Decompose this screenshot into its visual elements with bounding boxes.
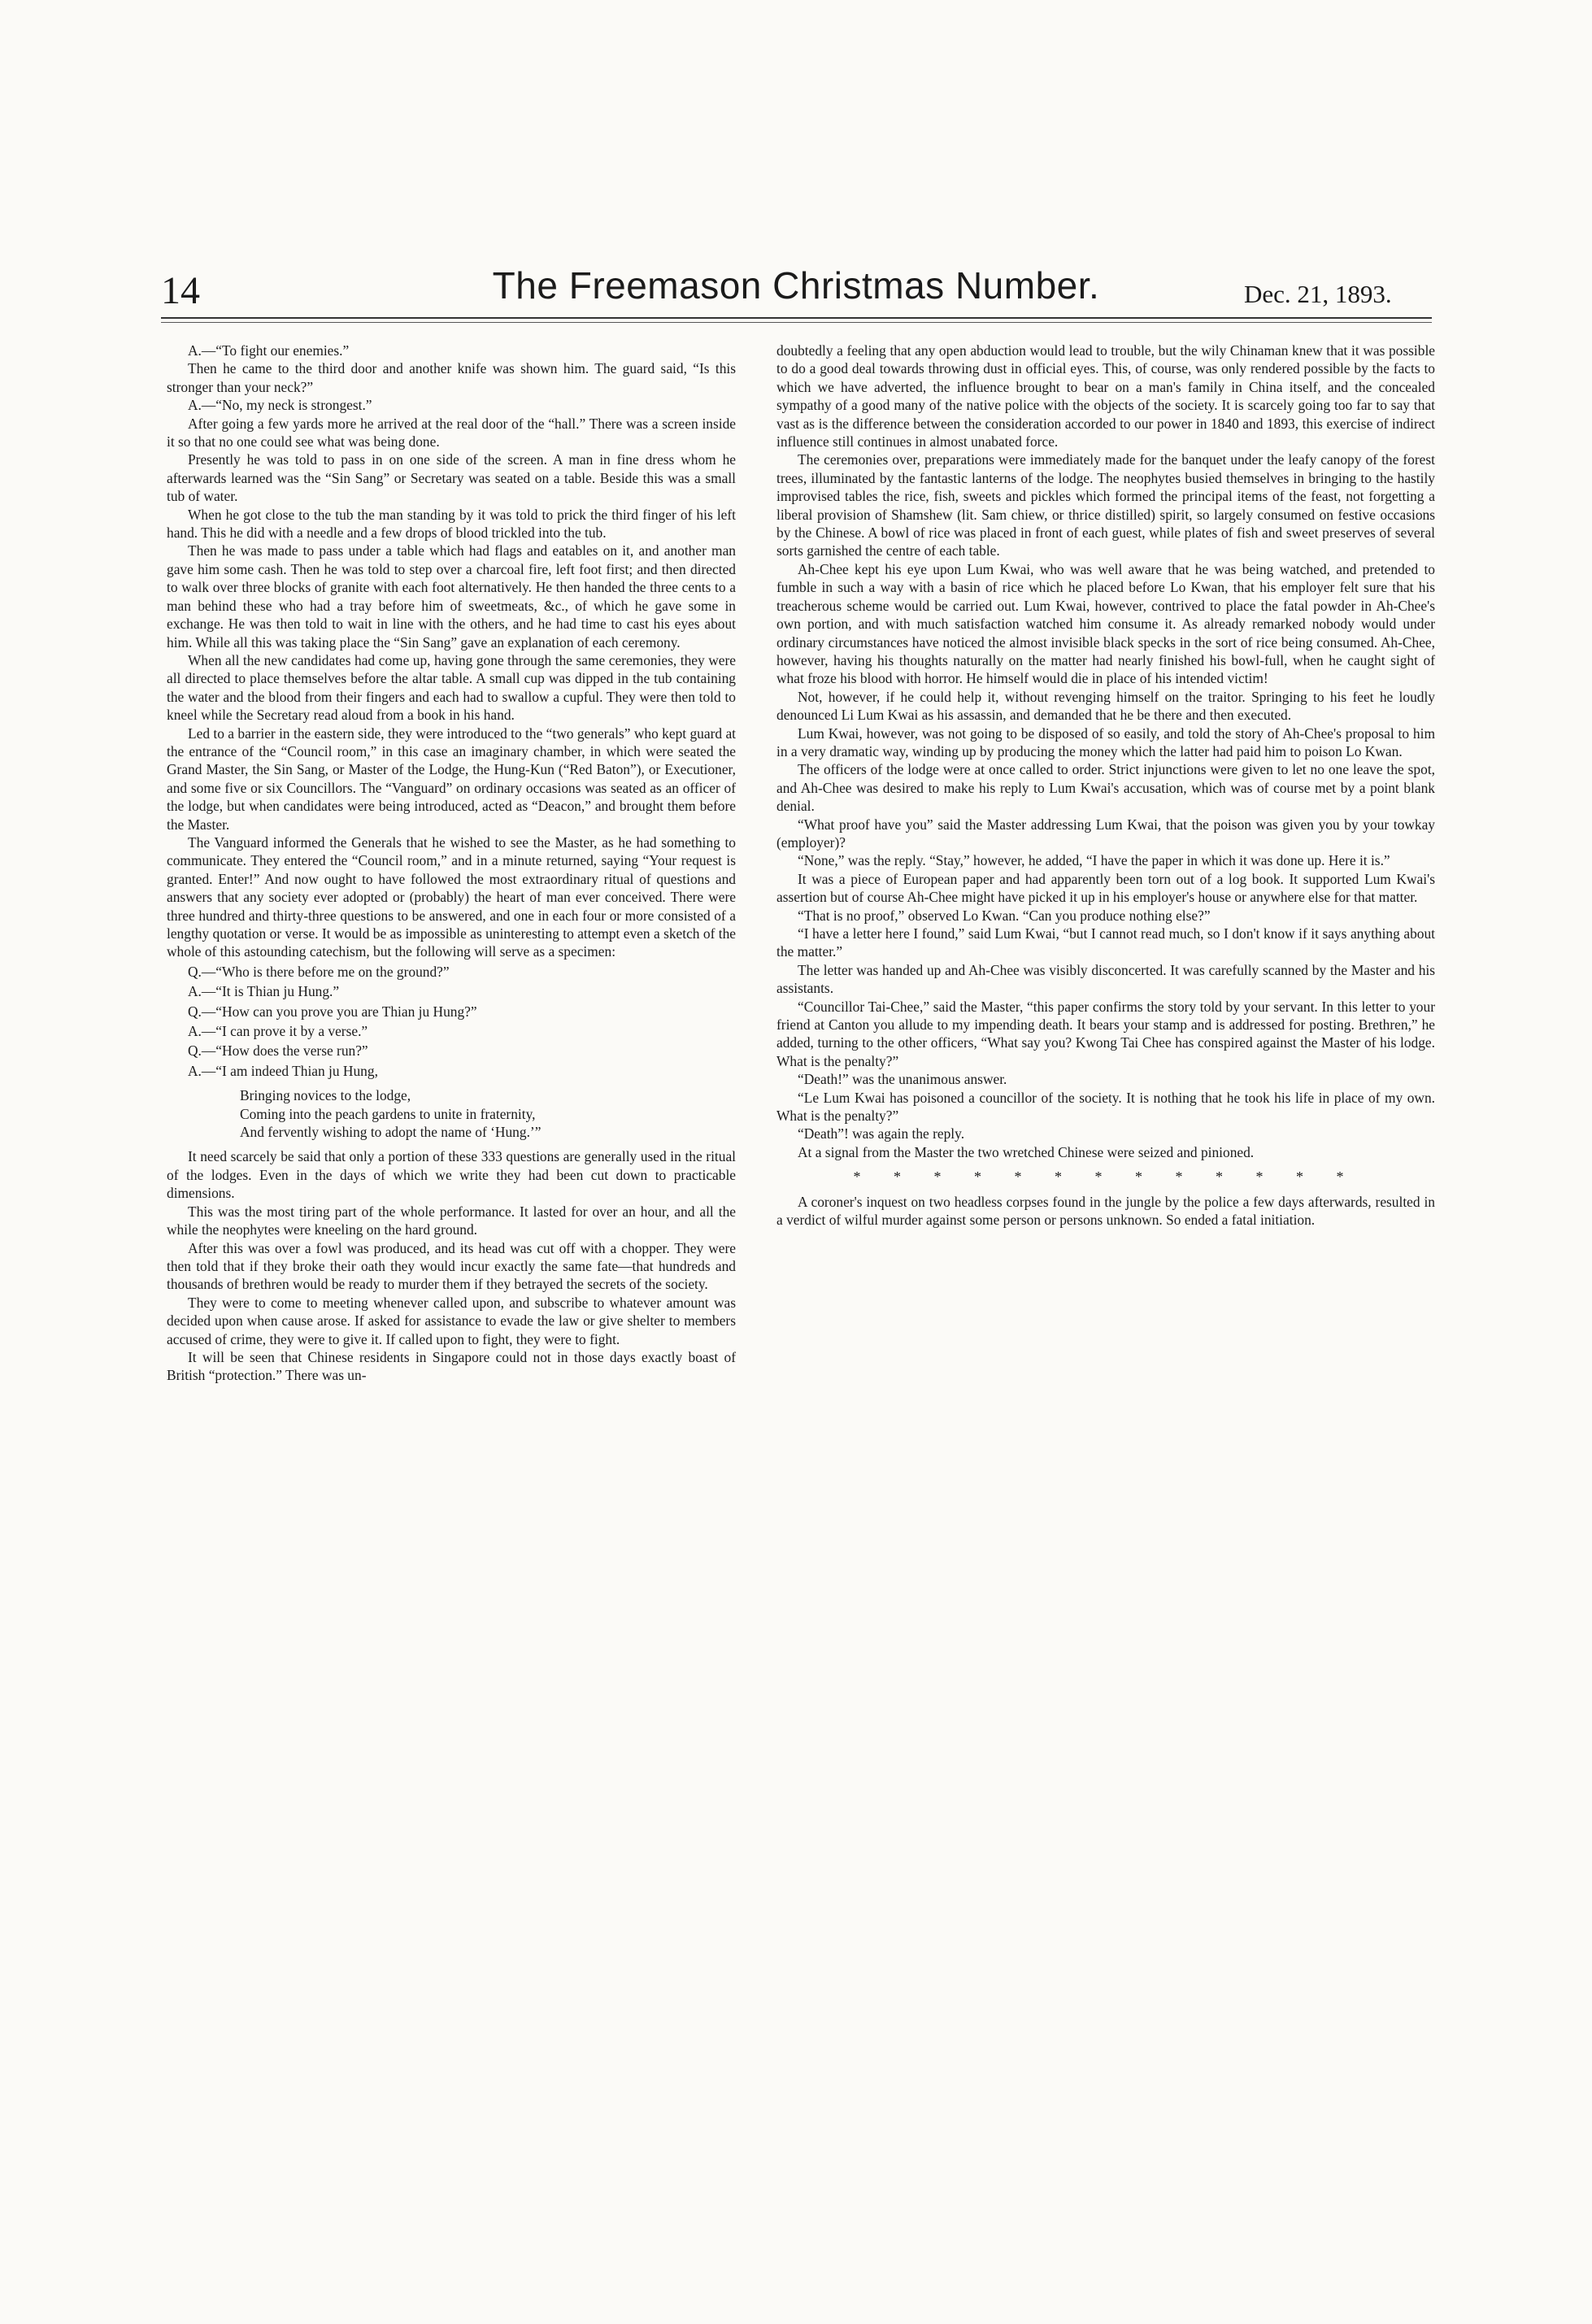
left-column — [167, 342, 736, 1385]
paragraph: Presently he was told to pass in on one side of the screen. A man in fine dress whom he afterwards learned was the “Sin Sang” or Secretary was seated on a table. Beside this was a small tub of water. — [167, 451, 736, 505]
paragraph: After this was over a fowl was produced, and its head was cut off with a chopper. They were then told that if they broke their oath they would incur exactly the same fate—that hundreds and thousands of brethren would be ready to murder them if they betrayed the secrets of the society. — [167, 1239, 736, 1293]
header-rule — [161, 317, 1432, 319]
paragraph: Then he came to the third door and another knife was shown him. The guard said, “Is this stronger than your neck?” — [167, 360, 736, 395]
paragraph: “None,” was the reply. “Stay,” however, he added, “I have the paper in which it was done up. Here it is.” — [798, 852, 1390, 869]
section-separator: * * * * * * * * * * * * * — [853, 1169, 1359, 1186]
paragraph: It will be seen that Chinese residents in Singapore could not in those days exactly boast of British “protection.” There was un- — [167, 1348, 736, 1384]
paragraph: A.—“To fight our enemies.” — [188, 342, 350, 359]
verse-line: Coming into the peach gardens to unite in fraternity, — [240, 1105, 536, 1122]
paragraph: A coroner's inquest on two headless corpses found in the jungle by the police a few days afterwards, resulted in a verdict of wilful murder against some person or persons unknown. So ended a fatal initiation. — [776, 1193, 1435, 1229]
paragraph: “Councillor Tai-Chee,” said the Master, “this paper confirms the story told by your servant. In this letter to your friend at Canton you allude to my impending death. It bears your stamp and is addressed for posting. Brethren,” he added, turning to the other officers, “What say you? Kwong Tai Chee has conspired against the Master of his lodge. What is the penalty?” — [776, 998, 1435, 1069]
paragraph: After going a few yards more he arrived at the real door of the “hall.” There was a screen inside it so that no one could see what was being done. — [167, 415, 736, 450]
page-title: The Freemason Christmas Number. — [492, 264, 1100, 307]
paragraph: “Death”! was again the reply. — [798, 1125, 965, 1142]
paragraph: They were to come to meeting whenever called upon, and subscribe to whatever amount was decided upon when cause arose. If asked for assistance to evade the law or give shelter to members accused of crime, they were to give it. If called upon to fight, they were to fight. — [167, 1294, 736, 1347]
catechism-line: A.—“I am indeed Thian ju Hung, — [188, 1062, 378, 1079]
paragraph: When he got close to the tub the man standing by it was told to prick the third finger of his left hand. This he did with a needle and a few drops of blood trickled into the tub. — [167, 506, 736, 542]
paragraph: Not, however, if he could help it, without revenging himself on the traitor. Springing to his feet he loudly denounced Li Lum Kwai as his assassin, and demanded that he be there and then executed. — [776, 688, 1435, 724]
paragraph: “Le Lum Kwai has poisoned a councillor of the society. It is nothing that he took his life in place of my own. What is the penalty?” — [776, 1089, 1435, 1125]
catechism-line: A.—“I can prove it by a verse.” — [188, 1023, 368, 1040]
issue-date: Dec. 21, 1893. — [1244, 280, 1392, 308]
catechism-line: Q.—“How does the verse run?” — [188, 1042, 368, 1060]
paragraph: Then he was made to pass under a table which had flags and eatables on it, and another man gave him some cash. Then he was told to step over a charcoal fire, left foot first; and then directed to walk over three blocks of granite with each foot alternatively. He then handed the three cents to a man behind these who had a tray before him of sweetmeats, &c., of which he gave some in exchange. He was then told to wait in line with the others, and he had time to cast his eyes about him. While all this was taking place the “Sin Sang” gave an explanation of each ceremony. — [167, 542, 736, 651]
paragraph: The officers of the lodge were at once called to order. Strict injunctions were given to let no one leave the spot, and Ah-Chee was desired to make his reply to Lum Kwai's accusation, which was of course met by a point blank denial. — [776, 761, 1435, 815]
catechism-line: Q.—“How can you prove you are Thian ju Hung?” — [188, 1003, 477, 1020]
paragraph: “Death!” was the unanimous answer. — [798, 1071, 1007, 1088]
paragraph: “That is no proof,” observed Lo Kwan. “Can you produce nothing else?” — [798, 907, 1211, 924]
paragraph: When all the new candidates had come up, having gone through the same ceremonies, they were all directed to place themselves before the altar table. A small cup was dipped in the tub containing the water and the blood from their fingers and each had to swallow a cupful. They were then told to kneel while the Secretary read aloud from a book in his hand. — [167, 651, 736, 724]
paragraph: The ceremonies over, preparations were immediately made for the banquet under the leafy canopy of the forest trees, illuminated by the fantastic lanterns of the lodge. The neophytes busied themselves in bringing to the hastily improvised tables the rice, fish, sweets and pickles which formed the principal items of the feast, not forgetting a liberal provision of Shamshew (lit. Sam chiew, or thrice distilled) spirit, so largely consumed on festive occasions by the Chinese. A bowl of rice was placed in front of each guest, while plates of fish and sweet preserves of several sorts garnished the centre of each table. — [776, 451, 1435, 559]
paragraph: “I have a letter here I found,” said Lum Kwai, “but I cannot read much, so I don't know if it says anything about the matter.” — [776, 925, 1435, 960]
paragraph: The Vanguard informed the Generals that he wished to see the Master, as he had something to communicate. They entered the “Council room,” and in a minute returned, saying “Your request is granted. Enter!” And now ought to have followed the most extraordinary ritual of questions and answers that any society ever adopted or (probably) the heart of man ever conceived. There were three hundred and thirty-three questions to be answered, and one in each four or more consisted of a lengthy quotation or verse. It would be as impossible as uninteresting to attempt even a sketch of the whole of this astounding catechism, but the following will serve as a specimen: — [167, 833, 736, 960]
verse-line: And fervently wishing to adopt the name of ‘Hung.’” — [240, 1124, 542, 1141]
verse-line: Bringing novices to the lodge, — [240, 1087, 411, 1104]
right-column — [776, 342, 1435, 1229]
paragraph: Led to a barrier in the eastern side, they were introduced to the “two generals” who kept guard at the entrance of the “Council room,” in this case an imaginary chamber, in which were seated the Grand Master, the Sin Sang, or Master of the Lodge, the Hung-Kun (“Red Baton”), or Executioner, and some five or six Councillors. The “Vanguard” on ordinary occasions was seated as an officer of the lodge, but when candidates were being introduced, acted as “Deacon,” and brought them before the Master. — [167, 725, 736, 833]
catechism-line: Q.—“Who is there before me on the ground?” — [188, 963, 450, 980]
paragraph: A.—“No, my neck is strongest.” — [188, 397, 372, 414]
paragraph: It was a piece of European paper and had apparently been torn out of a log book. It supported Lum Kwai's assertion but of course Ah-Chee might have picked it up in his employer's house or anywhere else for that matter. — [776, 870, 1435, 906]
paragraph: It need scarcely be said that only a portion of these 333 questions are generally used in the ritual of the lodges. Even in the days of which we write they had been cut down to practicable dimensions. — [167, 1148, 736, 1202]
header-rule-thin — [161, 322, 1432, 323]
page-number: 14 — [161, 269, 200, 312]
paragraph: Lum Kwai, however, was not going to be disposed of so easily, and told the story of Ah-Chee's proposal to him in a very dramatic way, winding up by producing the money which the latter had paid him to poison Lo Kwan. — [776, 725, 1435, 759]
paragraph: Ah-Chee kept his eye upon Lum Kwai, who was well aware that he was being watched, and pretended to fumble in such a way with a basin of rice which he placed before Lo Kwan, that his employer felt sure that his treacherous scheme would be carried out. Lum Kwai, however, contrived to place the fatal powder in Ah-Chee's own portion, and with much satisfaction watched him consume it. As already remarked nobody would under ordinary circumstances have noticed the almost invisible black specks in the sort of rice being consumed. Ah-Chee, however, having his thoughts naturally on the matter had nearly finished his bowl-full, when he caught sight of what froze his blood with horror. He himself would die in place of his intended victim! — [776, 560, 1435, 687]
paragraph: doubtedly a feeling that any open abduction would lead to trouble, but the wily Chinaman knew that it was possible to do a good deal towards throwing dust in official eyes. This, of course, was only rendered possible by the facts to which we have adverted, the influence brought to bear on a man's family in China itself, and the concealed sympathy of a good many of the native police with the objects of the society. It is scarcely going too far to say that vast as is the difference between the consideration accorded to our power in 1840 and 1893, this exercise of indirect influence still continues in almost unabated force. — [776, 342, 1435, 450]
paragraph: At a signal from the Master the two wretched Chinese were seized and pinioned. — [798, 1143, 1255, 1160]
verse-block — [240, 1086, 736, 1141]
paragraph: This was the most tiring part of the whole performance. It lasted for over an hour, and all the while the neophytes were kneeling on the hard ground. — [167, 1203, 736, 1238]
paragraph: The letter was handed up and Ah-Chee was visibly disconcerted. It was carefully scanned by the Master and his assistants. — [776, 961, 1435, 997]
catechism-line: A.—“It is Thian ju Hung.” — [188, 983, 340, 1000]
paragraph: “What proof have you” said the Master addressing Lum Kwai, that the poison was given you by your towkay (employer)? — [776, 816, 1435, 851]
